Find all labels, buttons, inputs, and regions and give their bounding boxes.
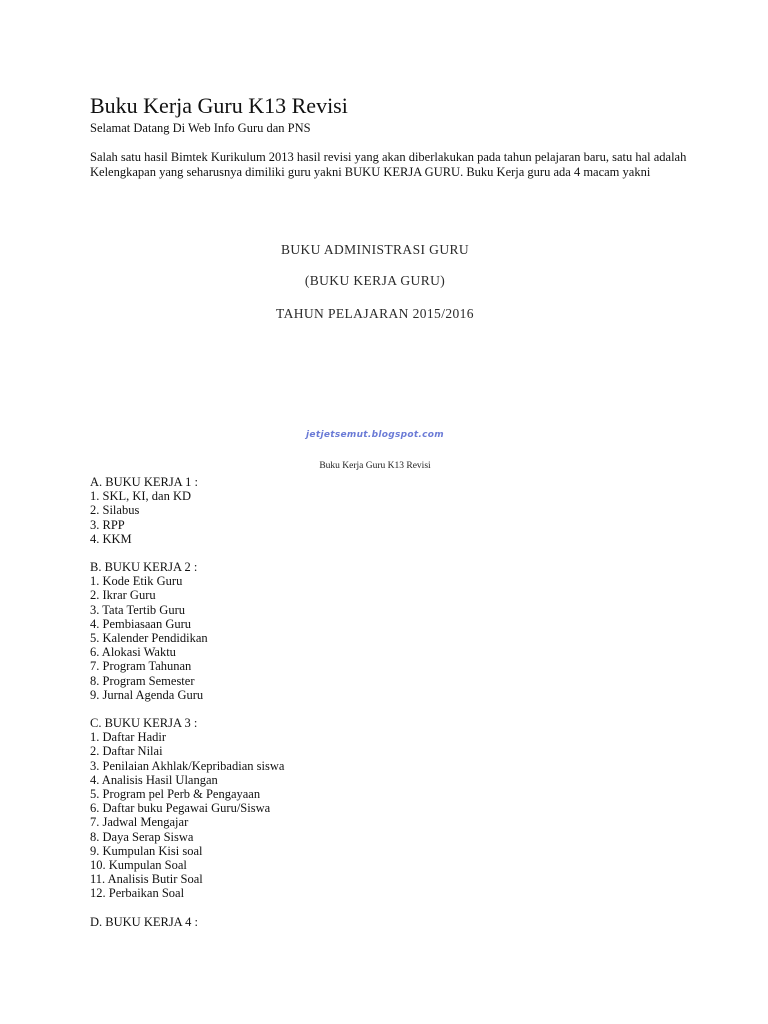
cover-line-3: TAHUN PELAJARAN 2015/2016 — [276, 306, 474, 321]
buku-kerja-list — [90, 475, 284, 943]
list-item: 2. Silabus — [90, 503, 140, 518]
list-item: 9. Jurnal Agenda Guru — [90, 687, 204, 702]
list-item: 5. Program pel Perb & Pengayaan — [90, 787, 261, 802]
section-block — [90, 560, 284, 702]
list-item: 2. Ikrar Guru — [90, 588, 156, 603]
page-title: Buku Kerja Guru K13 Revisi — [90, 93, 348, 118]
list-item: 10. Kumpulan Soal — [90, 858, 187, 873]
list-item: 1. SKL, KI, dan KD — [90, 489, 192, 504]
list-item: 9. Kumpulan Kisi soal — [90, 843, 203, 858]
page-subtitle: Selamat Datang Di Web Info Guru dan PNS — [90, 121, 311, 135]
list-item: 4. KKM — [90, 531, 132, 546]
list-item: 1. Daftar Hadir — [90, 730, 167, 745]
section-heading: C. BUKU KERJA 3 : — [90, 716, 198, 731]
section-heading: B. BUKU KERJA 2 : — [90, 560, 198, 575]
intro-line: Salah satu hasil Bimtek Kurikulum 2013 hasil revisi yang akan diberlakukan pada tahun pelajaran baru, satu hal adalah — [90, 150, 687, 164]
list-item: 6. Daftar buku Pegawai Guru/Siswa — [90, 801, 271, 816]
list-item: 1. Kode Etik Guru — [90, 574, 183, 589]
watermark-text: jetjetsemut.blogspot.com — [306, 430, 444, 440]
list-item: 12. Perbaikan Soal — [90, 886, 185, 901]
list-item: 8. Program Semester — [90, 673, 195, 688]
section-heading: A. BUKU KERJA 1 : — [90, 475, 198, 489]
section-block — [90, 915, 284, 929]
list-item: 7. Jadwal Mengajar — [90, 815, 189, 830]
list-item: 8. Daya Serap Siswa — [90, 829, 194, 844]
cover-line-1: BUKU ADMINISTRASI GURU — [280, 242, 470, 257]
section-block — [90, 475, 284, 546]
list-item: 3. Penilaian Akhlak/Kepribadian siswa — [90, 758, 285, 773]
list-item: 7. Program Tahunan — [90, 659, 192, 674]
list-item: 2. Daftar Nilai — [90, 744, 163, 759]
list-item: 3. Tata Tertib Guru — [90, 602, 185, 617]
list-item: 6. Alokasi Waktu — [90, 645, 176, 660]
section-heading: D. BUKU KERJA 4 : — [90, 914, 198, 929]
list-item: 3. RPP — [90, 517, 125, 532]
image-caption: Buku Kerja Guru K13 Revisi — [319, 461, 431, 471]
list-item: 5. Kalender Pendidikan — [90, 631, 208, 646]
list-item: 4. Pembiasaan Guru — [90, 616, 192, 631]
cover-line-2: (BUKU KERJA GURU) — [304, 273, 446, 288]
intro-paragraph — [90, 150, 720, 180]
cover-image — [90, 232, 660, 452]
list-item: 4. Analisis Hasil Ulangan — [90, 772, 218, 787]
intro-line: Kelengkapan yang seharusnya dimiliki guru yakni BUKU KERJA GURU. Buku Kerja guru ada 4 macam yakni — [90, 165, 651, 179]
section-block — [90, 716, 284, 901]
list-item: 11. Analisis Butir Soal — [90, 872, 203, 887]
